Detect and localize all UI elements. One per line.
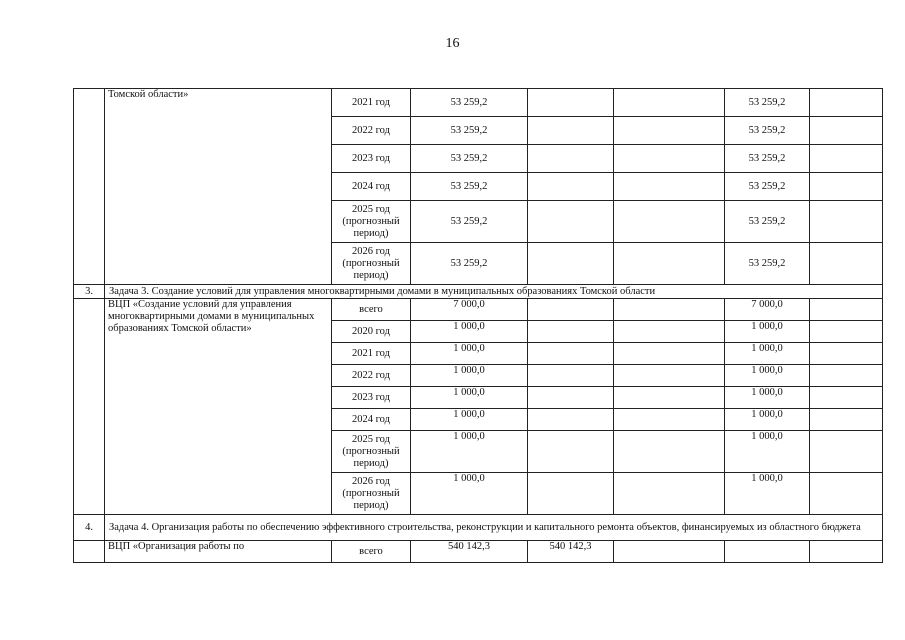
table-row: Томской области» 2021 год 53 259,2 53 259,2 bbox=[74, 89, 883, 117]
table-row: 2025 год (прогнозный период) 53 259,2 53 259,2 bbox=[74, 201, 883, 243]
table-row: 2023 год 1 000,0 1 000,0 bbox=[74, 387, 883, 409]
table-row: 2022 год 53 259,2 53 259,2 bbox=[74, 117, 883, 145]
table-row: 2026 год (прогнозный период) 1 000,0 1 000,0 bbox=[74, 473, 883, 515]
page-number: 16 bbox=[445, 36, 460, 51]
table-row: 2024 год 1 000,0 1 000,0 bbox=[74, 409, 883, 431]
task-row bbox=[74, 285, 883, 299]
program-name: Томской области» bbox=[105, 89, 332, 285]
table-row: 2024 год 53 259,2 53 259,2 bbox=[74, 173, 883, 201]
task-index: 4. bbox=[74, 515, 105, 541]
program-name: ВЦП «Организация работы по bbox=[105, 541, 332, 563]
program-name: ВЦП «Создание условий для управления многоквартирными домами в муниципальных образованиях Томской области» bbox=[105, 299, 332, 515]
budget-table bbox=[73, 88, 883, 563]
task-title: Задача 4. Организация работы по обеспечению эффективного строительства, реконструкции и капитального ремонта объектов, финансируемых из областного бюджета bbox=[105, 515, 883, 541]
table-row: 2025 год (прогнозный период) 1 000,0 1 000,0 bbox=[74, 431, 883, 473]
table-row: ВЦП «Создание условий для управления многоквартирными домами в муниципальных образованиях Томской области» всего 7 000,0 7 000,0 bbox=[74, 299, 883, 321]
task-index: 3. bbox=[74, 285, 105, 299]
table-row: ВЦП «Организация работы по всего 540 142,3 540 142,3 bbox=[74, 541, 883, 563]
table-row: 2023 год 53 259,2 53 259,2 bbox=[74, 145, 883, 173]
table-row: 2020 год 1 000,0 1 000,0 bbox=[74, 321, 883, 343]
task-row bbox=[74, 515, 883, 541]
table-row: 2021 год 1 000,0 1 000,0 bbox=[74, 343, 883, 365]
task-title: Задача 3. Создание условий для управления многоквартирными домами в муниципальных образованиях Томской области bbox=[105, 285, 883, 299]
table-row: 2022 год 1 000,0 1 000,0 bbox=[74, 365, 883, 387]
table-row: 2026 год (прогнозный период) 53 259,2 53 259,2 bbox=[74, 243, 883, 285]
